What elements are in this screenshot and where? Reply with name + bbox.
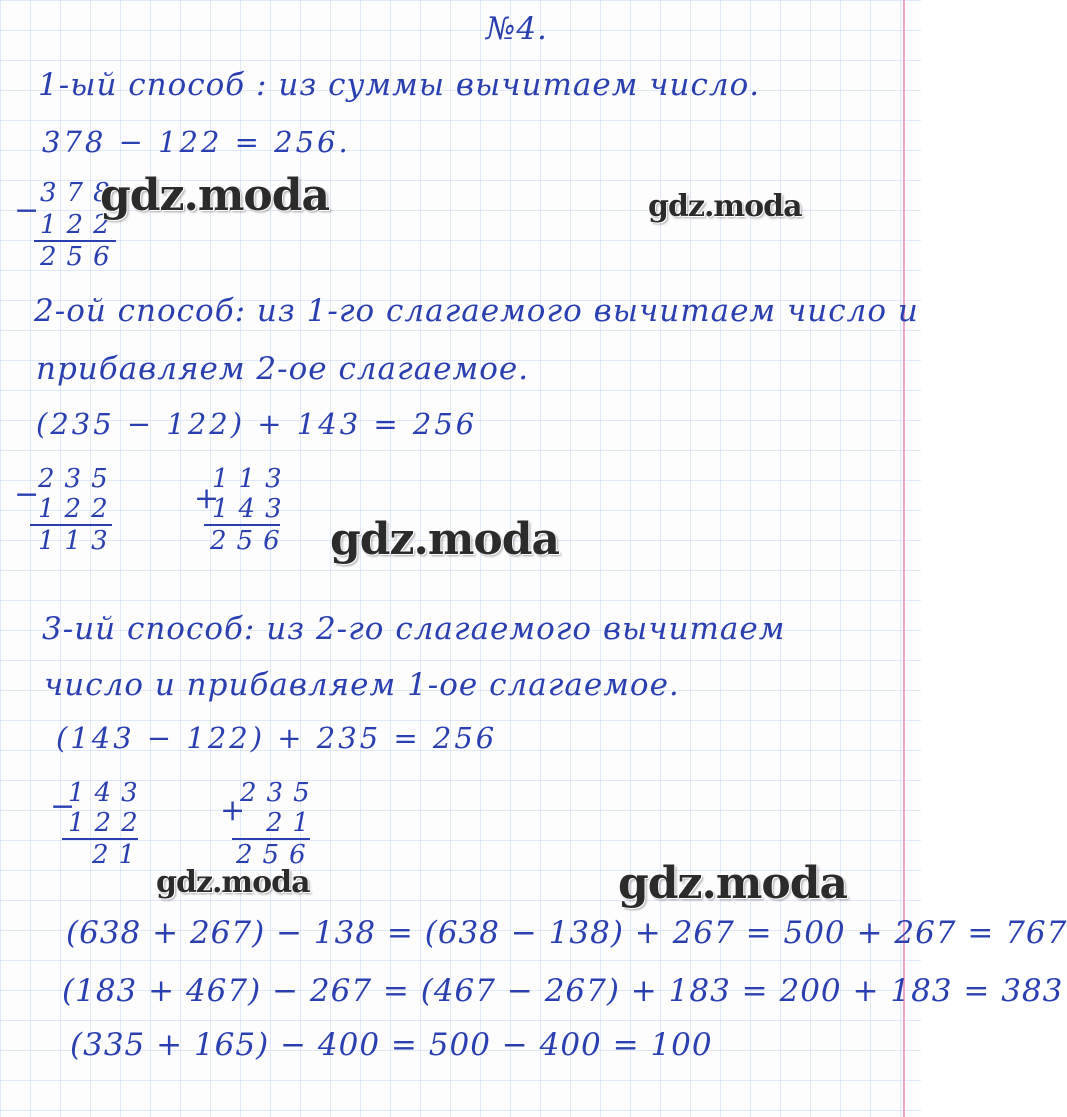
method2-title-line1: 2-ой способ: из 1-го слагаемого вычитаем число и	[34, 293, 919, 329]
method3-column-b-result: 256	[236, 840, 316, 870]
watermark: gdz.moda	[648, 189, 802, 224]
method3-title-line2: число и прибавляем 1-ое слагаемое.	[44, 667, 680, 703]
method1-column-bottom: 122	[40, 210, 120, 240]
watermark: gdz.moda	[618, 858, 848, 909]
method2-column-b-sign: +	[194, 481, 220, 516]
method3-column-b-sign: +	[220, 793, 246, 828]
method1-column-result: 256	[40, 242, 120, 272]
method3-column-a-top: 143	[68, 778, 148, 808]
method3-column-b-top: 235	[240, 778, 320, 808]
method2-column-a-top: 235	[38, 464, 118, 494]
equation-3: (335 + 165) − 400 = 500 − 400 = 100	[70, 1027, 713, 1063]
method2-column-b-result: 256	[210, 526, 290, 556]
method3-expression: (143 − 122) + 235 = 256	[56, 721, 498, 755]
method2-column-b-bottom: 143	[212, 494, 292, 524]
equation-2: (183 + 467) − 267 = (467 − 267) + 183 = 200 + 183 = 383	[62, 973, 1064, 1009]
task-number: №4.	[486, 11, 548, 47]
watermark: gdz.moda	[156, 865, 310, 900]
method1-column-top: 378	[40, 178, 120, 208]
method3-title-line1: 3-ий способ: из 2-го слагаемого вычитаем	[42, 611, 786, 647]
method1-column-sign: −	[14, 193, 40, 228]
watermark: gdz.moda	[100, 170, 330, 221]
watermark: gdz.moda	[330, 514, 560, 565]
method3-column-a-sign: −	[50, 789, 76, 824]
method2-title-line2: прибавляем 2-ое слагаемое.	[36, 351, 530, 387]
method2-column-b-top: 113	[212, 464, 292, 494]
method3-column-a-result: 21	[92, 840, 146, 870]
method2-column-a-sign: −	[14, 477, 40, 512]
method3-column-a-bottom: 122	[68, 808, 148, 838]
method1-title: 1-ый способ : из суммы вычитаем число.	[38, 67, 761, 103]
equation-1: (638 + 267) − 138 = (638 − 138) + 267 = 500 + 267 = 767	[66, 915, 1067, 951]
method2-expression: (235 − 122) + 143 = 256	[36, 407, 478, 441]
method2-column-a-bottom: 122	[38, 494, 118, 524]
method3-column-b-bottom: 21	[266, 808, 320, 838]
method1-expression: 378 − 122 = 256.	[42, 125, 351, 159]
method2-column-a-result: 113	[38, 526, 118, 556]
